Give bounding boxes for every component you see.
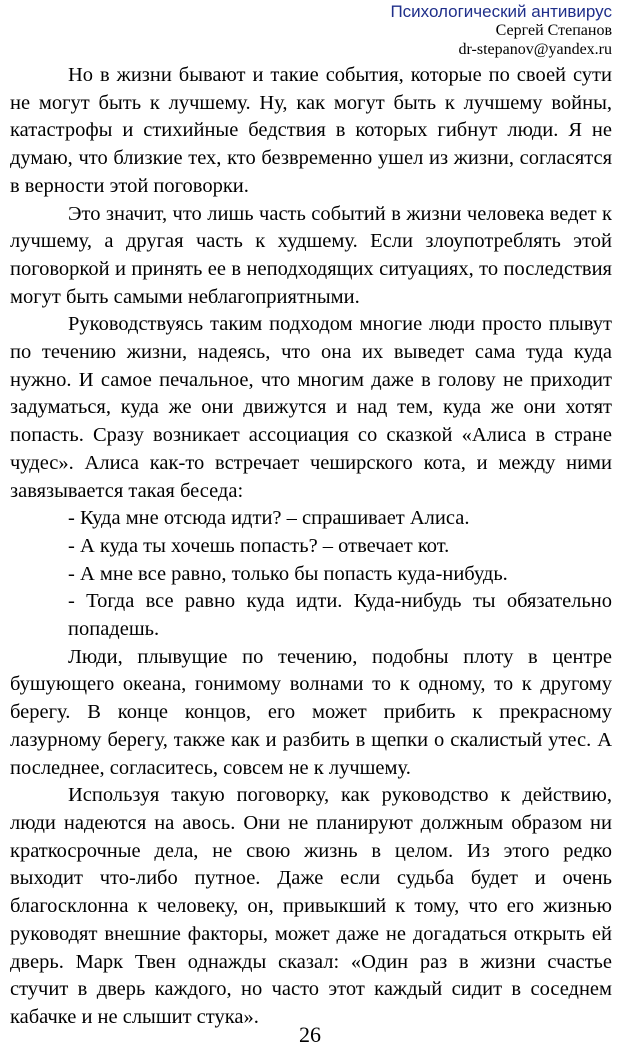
paragraph: Люди, плывущие по течению, подобны плоту в центре бушующего океана, гонимому волнами то к одному, то к другому берегу. В конце концов, его может прибить к прекрасному лазурному берегу, также как и разбить в щепки о скалистый утес. А последнее, согласитесь, совсем не к лучшему.: [10, 645, 612, 779]
author-email: dr-stepanov@yandex.ru: [458, 41, 612, 58]
running-header: [390, 2, 612, 59]
author-name: Сергей Степанов: [495, 22, 612, 39]
paragraph: Руководствуясь таким подходом многие люди просто плывут по течению жизни, надеясь, что она их выведет сама туда куда нужно. И самое печальное, что многим даже в голову не приходит задуматься, куда же они движутся и над тем, куда же они хотят попасть. Сразу возникает ассоциация со сказкой «Алиса в стране чудес». Алиса как-то встречает чеширского кота, и между ними завязывается такая беседа:: [10, 313, 612, 502]
dialogue-line: - Тогда все равно куда идти. Куда-нибудь ты обязательно попадешь.: [68, 590, 612, 641]
book-title: Психологический антивирус: [390, 2, 612, 21]
page-body: [10, 62, 612, 1032]
dialogue-line: - А мне все равно, только бы попасть куда-нибудь.: [68, 562, 508, 585]
paragraph: Но в жизни бывают и такие события, которые по своей сути не могут быть к лучшему. Ну, как могут быть к лучшему войны, катастрофы и стихийные бедствия в которых гибнут люди. Я не думаю, что близкие тех, кто безвременно ушел из жизни, согласятся в верности этой поговорки.: [10, 64, 612, 197]
paragraph: Это значит, что лишь часть событий в жизни человека ведет к лучшему, а другая часть к худшему. Если злоупотреблять этой поговоркой и принять ее в неподходящих ситуациях, то последствия могут быть самыми неблагоприятными.: [10, 202, 612, 308]
dialogue-line: - Куда мне отсюда идти? – спрашивает Алиса.: [68, 507, 470, 530]
dialogue-line: - А куда ты хочешь попасть? – отвечает кот.: [68, 534, 450, 557]
page-number: 26: [299, 1022, 321, 1047]
paragraph: Используя такую поговорку, как руководство к действию, люди надеются на авось. Они не планируют должным образом ни краткосрочные дела, не свою жизнь в целом. Из этого редко выходит что-либо путное. Даже если судьба будет и очень благосклонна к человеку, он, привыкший к тому, что его жизнью руководят внешние факторы, может даже не догадаться открыть ей дверь. Марк Твен однажды сказал: «Один раз в жизни счастье стучит в дверь каждого, но часто этот каждый сидит в соседнем кабачке и не слышит стука».: [10, 784, 612, 1028]
